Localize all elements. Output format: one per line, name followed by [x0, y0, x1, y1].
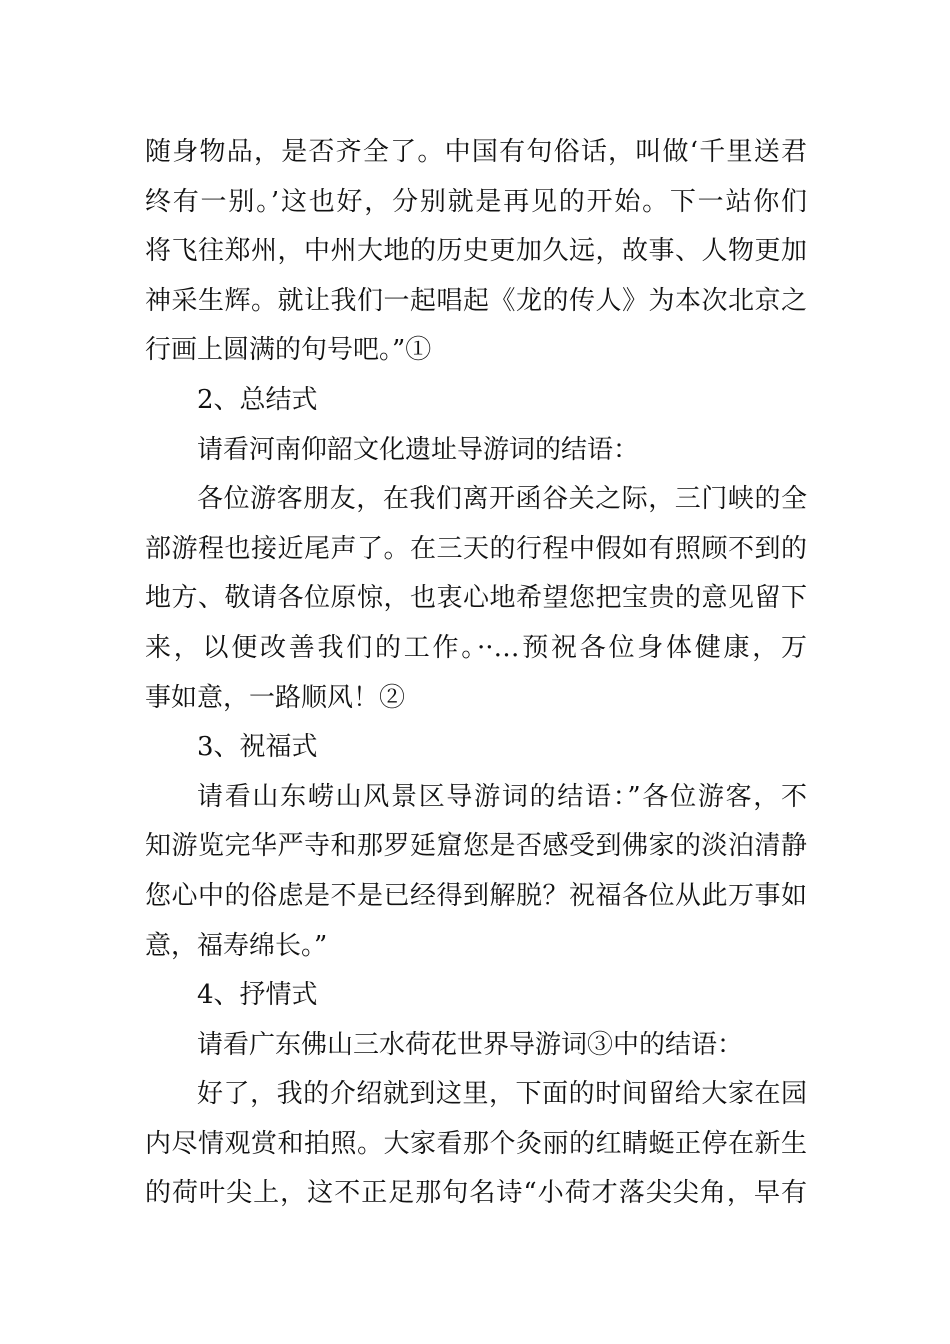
text-line: 地方、敬请各位原惊，也衷心地希望您把宝贵的意见留下	[145, 583, 807, 614]
text-line: 将飞往郑州，中州大地的历史更加久远，故事、人物更加	[145, 236, 807, 267]
text-line: 请看山东崂山风景区导游词的结语：”各位游客，不	[197, 781, 807, 812]
text-line: 随身物品，是否齐全了。中国有句俗话，叫做‘千里送君	[145, 137, 807, 167]
text-line: 的荷叶尖上，这不正足那句名诗“小荷才落尖尖角，早有	[145, 1178, 807, 1209]
document-body	[145, 128, 807, 1219]
text-line: 请看广东佛山三水荷花世界导游词③中的结语：	[197, 1029, 744, 1060]
text-line: 终有一别。’这也好，分别就是再见的开始。下一站你们	[145, 186, 807, 217]
text-line: 请看河南仰韶文化遗址导游词的结语：	[197, 434, 640, 465]
text-line: 神采生辉。就让我们一起唱起《龙的传人》为本次北京之	[145, 285, 807, 316]
text-line: 意，福寿绵长。”	[145, 930, 328, 961]
section-heading: 3、祝福式	[197, 732, 318, 763]
text-line: 事如意，一路顺风！②	[145, 682, 406, 713]
section-heading: 4、抒情式	[197, 980, 318, 1011]
text-line: 内尽情观赏和拍照。大家看那个灸丽的红睛蜓正停在新生	[145, 1128, 807, 1159]
text-line: 行画上圆满的句号吧。”①	[145, 335, 432, 366]
text-line: 部游程也接近尾声了。在三天的行程中假如有照顾不到的	[145, 533, 807, 564]
text-line: 好了，我的介绍就到这里，下面的时间留给大家在园	[197, 1079, 807, 1110]
section-heading: 2、总结式	[197, 384, 318, 415]
text-line: 知游览完华严寺和那罗延窟您是否感受到佛家的淡泊清静	[145, 831, 807, 862]
text-line: 各位游客朋友，在我们离开函谷关之际，三门峡的全	[197, 484, 807, 515]
text-line: 来，以便改善我们的工作。··…预祝各位身体健康，万	[145, 632, 807, 663]
text-line: 您心中的俗虑是不是已经得到解脱？祝福各位从此万事如	[145, 880, 807, 911]
